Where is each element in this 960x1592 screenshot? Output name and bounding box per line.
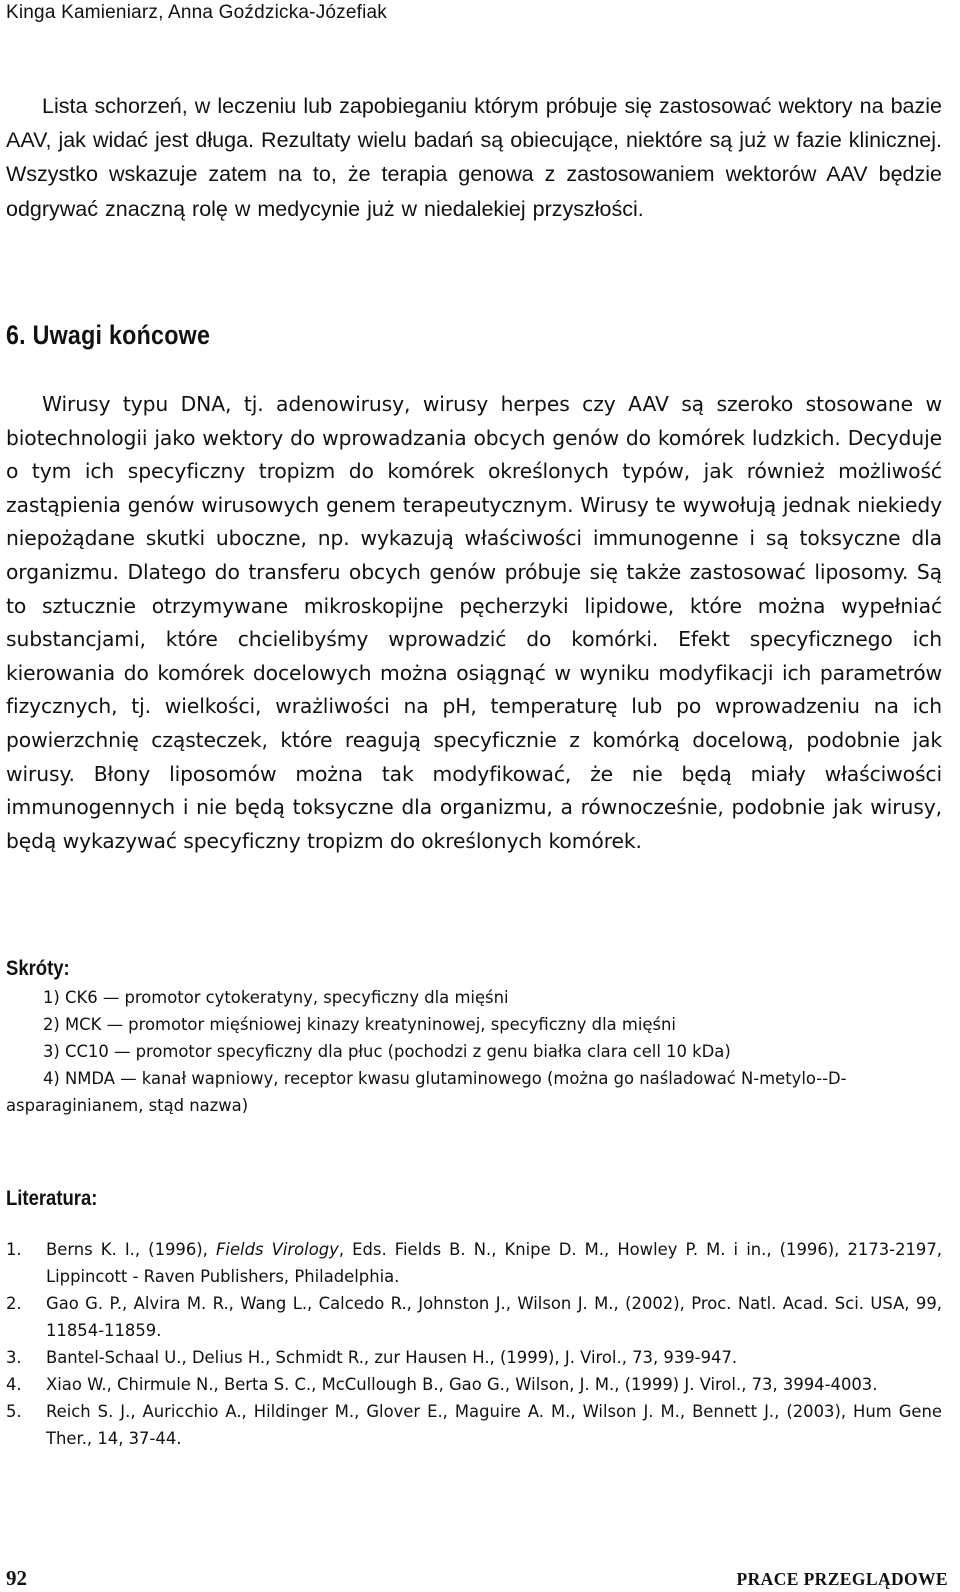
abbreviations-list <box>6 984 942 1119</box>
reference-item <box>6 1344 942 1371</box>
reference-details: , Eds. Fields B. N., Knipe D. M., Howley P. M. i in., (1996), 2173-2197, Lippincott - Raven Publishers, Philadelphia. <box>46 1240 942 1286</box>
literature-heading: Literatura: <box>6 1187 98 1210</box>
reference-item <box>6 1236 942 1290</box>
reference-authors: Xiao W., Chirmule N., Berta S. C., McCullough B., Gao G., Wilson, J. M., (1999) J. Virol., 73, 3994-4003. <box>46 1375 878 1394</box>
reference-italic-title: Fields Virology <box>215 1240 339 1259</box>
section-heading: 6. Uwagi końcowe <box>6 320 211 350</box>
reference-item <box>6 1371 942 1398</box>
reference-text <box>46 1348 737 1367</box>
abbreviations-heading: Skróty: <box>6 957 70 980</box>
reference-text <box>46 1240 942 1286</box>
reference-item <box>6 1290 942 1344</box>
abbreviation-item: 2) MCK — promotor mięśniowej kinazy kreatyninowej, specyficzny dla mięśni <box>43 1015 676 1034</box>
paragraph-conclusions: Wirusy typu DNA, tj. adenowirusy, wirusy herpes czy AAV są szeroko stosowane w biotechnologii jako wektory do wprowadzania obcych genów do komórek ludzkich. Decyduje o tym ich specyficzny tropizm do komórek określonych typów, jak również możliwość zastąpienia genów wirusowych genem terapeutycznym. Wirusy te wywołują jednak niekiedy niepożądane skutki uboczne, np. wykazują właściwości immunogenne i są toksyczne dla organizmu. Dlatego do transferu obcych genów próbuje się także zastosować liposomy. Są to sztucznie otrzymywane mikroskopijne pęcherzyki lipidowe, które można wypełniać substancjami, które chcielibyśmy wprowadzić do komórki. Efekt specyficznego ich kierowania do komórek docelowych można osiągnąć w wyniku modyfikacji ich parametrów fizycznych, tj. wielkości, wrażliwości na pH, temperaturę lub po wprowadzeniu na ich powierzchnię cząsteczek, które reagują specyficznie z komórką docelową, podobnie jak wirusy. Błony liposomów można tak modyfikować, że nie będą miały właściwości immunogennych i nie będą toksyczne dla organizmu, a równocześnie, podobnie jak wirusy, będą wykazywać specyficzny tropizm do określonych komórek. <box>6 392 942 853</box>
reference-number: 4. <box>6 1375 22 1394</box>
reference-authors: Berns K. I., (1996), <box>46 1240 216 1259</box>
reference-number: 5. <box>6 1402 22 1421</box>
journal-name: PRACE PRZEGLĄDOWE <box>736 1569 948 1589</box>
reference-number: 3. <box>6 1348 22 1367</box>
abbreviation-item: 3) CC10 — promotor specyficzny dla płuc (pochodzi z genu białka clara cell 10 kDa) <box>43 1042 731 1061</box>
reference-number: 1. <box>6 1240 22 1259</box>
literature-list <box>6 1236 942 1452</box>
abbreviation-item: 1) CK6 — promotor cytokeratyny, specyficzny dla mięśni <box>43 988 509 1007</box>
reference-text <box>46 1402 942 1448</box>
reference-number: 2. <box>6 1294 22 1313</box>
running-head-authors: Kinga Kamieniarz, Anna Goździcka-Józefiak <box>6 2 388 23</box>
page-number: 92 <box>6 1566 27 1590</box>
reference-authors: Bantel-Schaal U., Delius H., Schmidt R., zur Hausen H., (1999), J. Virol., 73, 939-947. <box>46 1348 738 1367</box>
reference-text <box>46 1294 942 1340</box>
abbreviation-item: 4) NMDA — kanał wapniowy, receptor kwasu glutaminowego (można go naśladować N-metylo--D-asparaginianem, stąd nazwa) <box>6 1069 847 1115</box>
reference-text <box>46 1375 877 1394</box>
reference-item <box>6 1398 942 1452</box>
reference-authors: Gao G. P., Alvira M. R., Wang L., Calcedo R., Johnston J., Wilson J. M., (2002), Proc. Natl. Acad. Sci. USA, 99, 11854-11859. <box>46 1294 942 1340</box>
reference-authors: Reich S. J., Auricchio A., Hildinger M., Glover E., Maguire A. M., Wilson J. M., Bennett J., (2003), Hum Gene Ther., 14, 37-44. <box>46 1402 942 1448</box>
paragraph-intro: Lista schorzeń, w leczeniu lub zapobieganiu którym próbuje się zastosować wektory na bazie AAV, jak widać jest długa. Rezultaty wielu badań są obiecujące, niektóre są już w fazie klinicznej. Wszystko wskazuje zatem na to, że terapia genowa z zastosowaniem wektorów AAV będzie odgrywać znaczną rolę w medycynie już w niedalekiej przyszłości. <box>6 94 942 221</box>
